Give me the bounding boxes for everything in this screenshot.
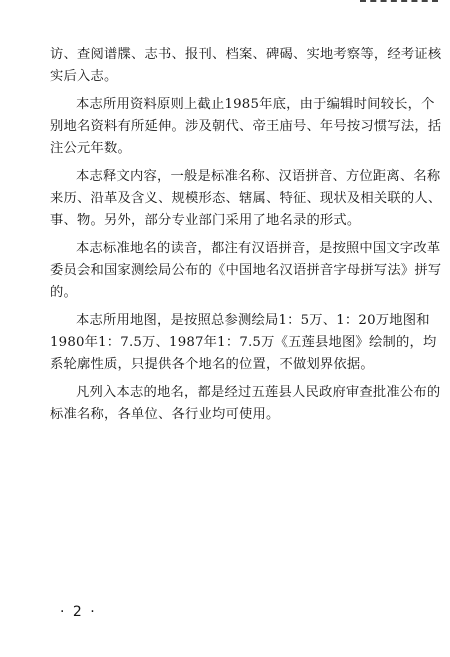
text-line: 实后入志。 [50, 69, 118, 84]
text-line: 注公元年数。 [50, 141, 131, 156]
page-body [50, 44, 442, 432]
paragraph-4 [50, 238, 442, 304]
text-line: 本志所用资料原则上截止1985年底，由于编辑时间较长，个 [76, 97, 435, 112]
text-line: 别地名资料有所延伸。涉及朝代、帝王庙号、年号按习惯写法，括 [50, 119, 442, 134]
text-line: 凡列入本志的地名，都是经过五莲县人民政府审查批准公布的 [76, 385, 441, 400]
page-number: · 2 · [60, 604, 97, 620]
text-line: 来历、沿革及含义、规模形态、辖属、特征、现状及相关联的人、 [50, 191, 442, 206]
text-line: 的。 [50, 285, 77, 300]
text-line: 系轮廓性质，只提供各个地名的位置，不做划界依据。 [50, 357, 374, 372]
paragraph-6 [50, 382, 441, 426]
text-line: 标准名称，各单位、各行业均可使用。 [50, 407, 280, 422]
paragraph-5 [50, 310, 437, 376]
text-line: 1980年1：7.5万、1987年1：7.5万《五莲县地图》绘制的，均 [50, 335, 437, 350]
top-edge-rule [360, 0, 438, 2]
text-line: 事、物。另外，部分专业部门采用了地名录的形式。 [50, 213, 361, 228]
text-line: 访、查阅谱牒、志书、报刊、档案、碑碣、实地考察等，经考证核 [50, 47, 442, 62]
paragraph-2 [50, 94, 442, 160]
text-line: 本志所用地图，是按照总参测绘局1：5万、1：20万地图和 [76, 313, 430, 328]
text-line: 本志释文内容，一般是标准名称、汉语拼音、方位距离、名称 [76, 169, 441, 184]
text-line: 本志标准地名的读音，都注有汉语拼音，是按照中国文字改革 [76, 241, 441, 256]
text-line: 委员会和国家测绘局公布的《中国地名汉语拼音字母拼写法》拼写 [50, 263, 442, 278]
paragraph-1 [50, 44, 442, 88]
paragraph-3 [50, 166, 442, 232]
